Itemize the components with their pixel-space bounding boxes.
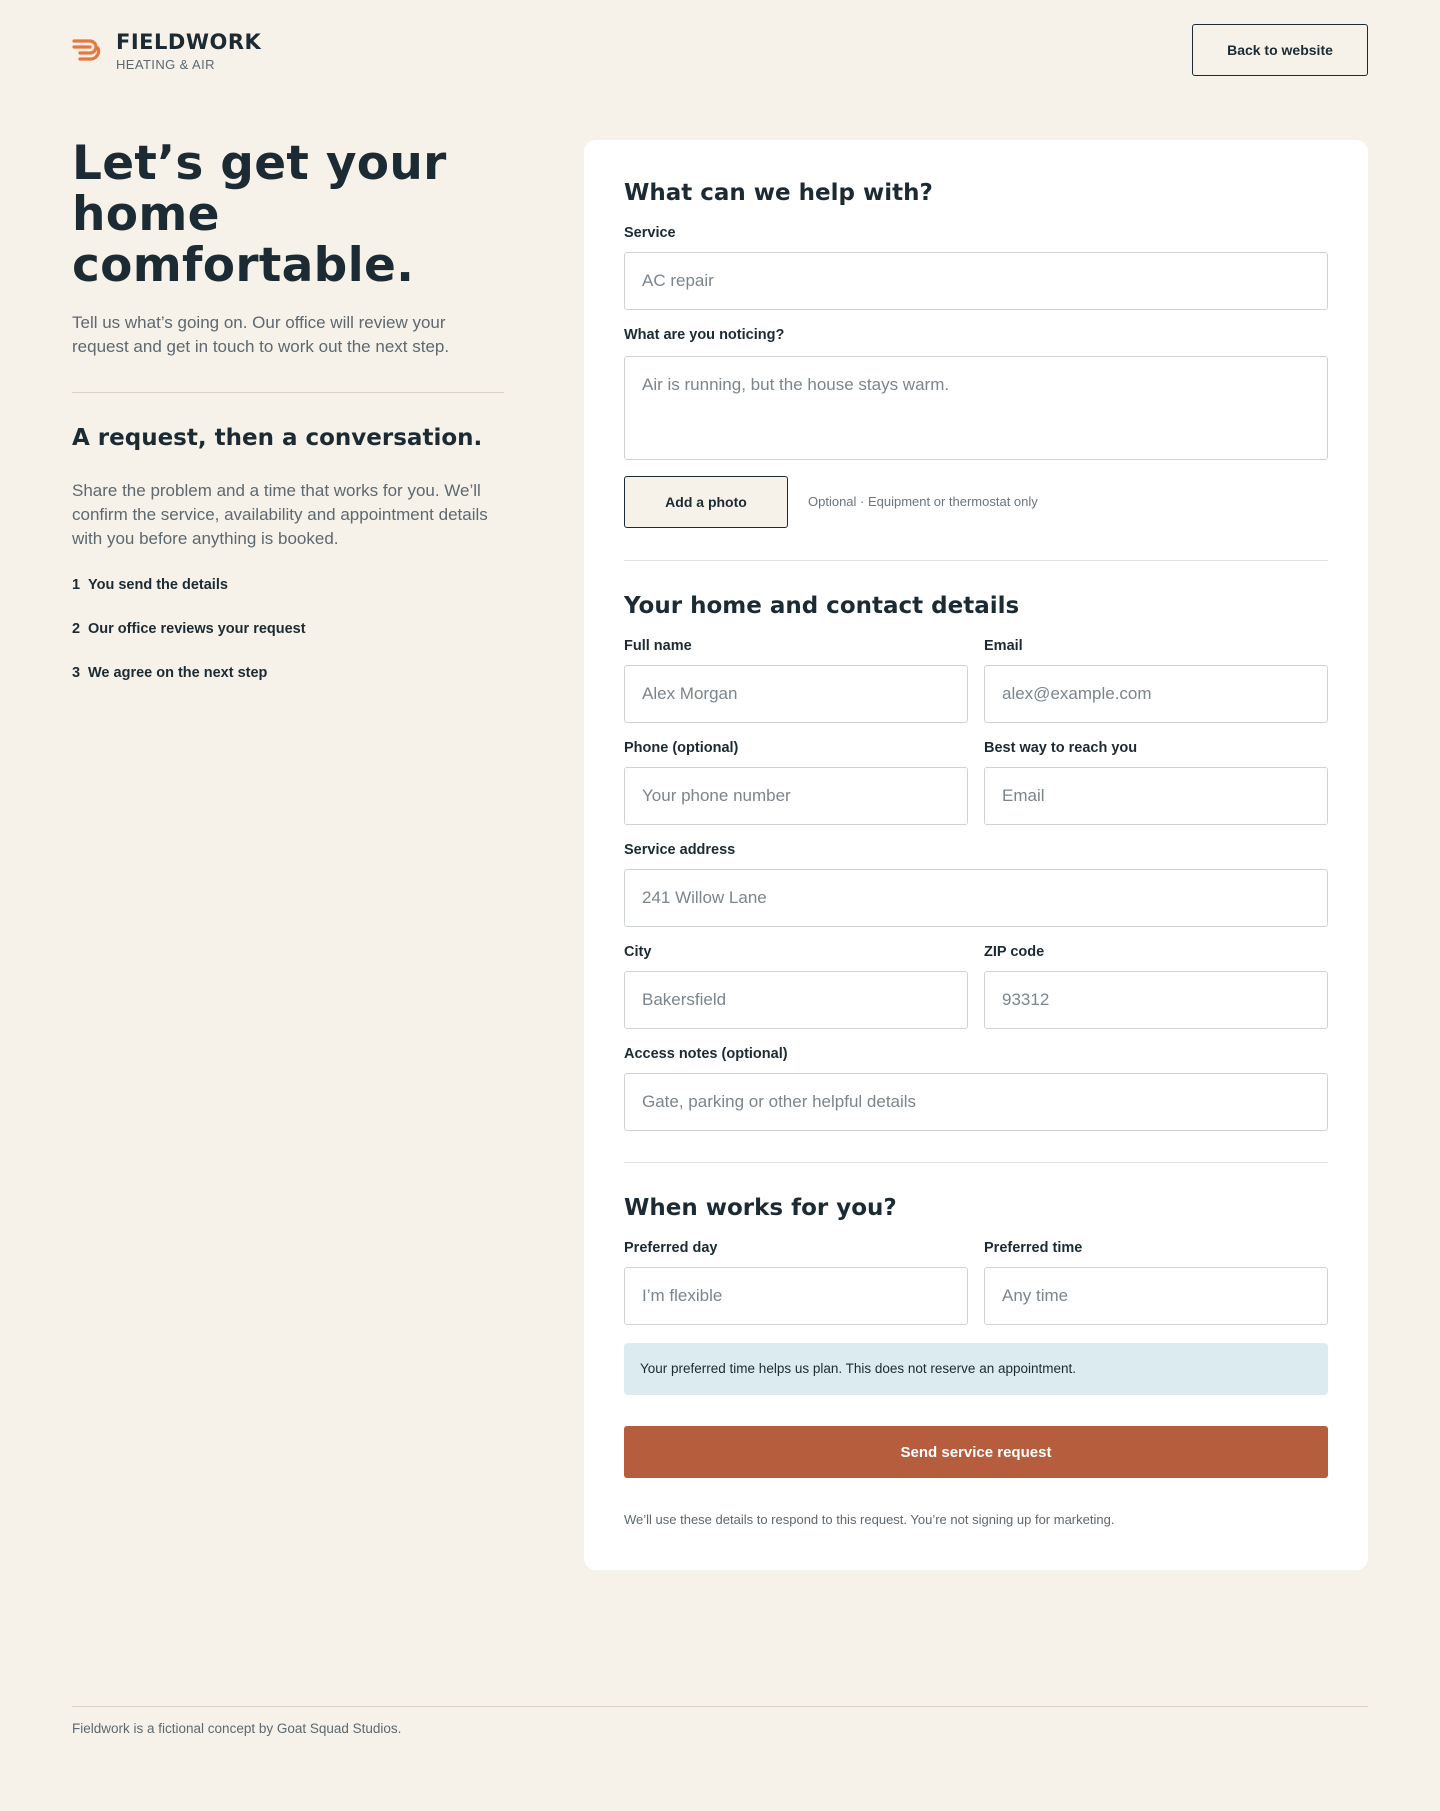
step-number: 3 <box>72 665 81 681</box>
city-label: City <box>624 944 652 960</box>
intro-column <box>72 138 504 709</box>
brand-name: FIELDWORK <box>116 30 262 54</box>
section-divider <box>624 1162 1328 1163</box>
brand-subtitle: HEATING & AIR <box>116 57 215 72</box>
full-name-label: Full name <box>624 638 692 654</box>
footer-text: Fieldwork is a fictional concept by Goat Squad Studios. <box>72 1721 402 1736</box>
timing-heading: When works for you? <box>624 1195 897 1221</box>
photo-note: Optional · Equipment or thermostat only <box>808 494 1038 509</box>
full-name-field[interactable] <box>624 665 968 723</box>
address-field[interactable] <box>624 869 1328 927</box>
page-title: Let’s get your home comfortable. <box>72 136 447 293</box>
steps-list <box>72 577 504 685</box>
preferred-time-label: Preferred time <box>984 1240 1083 1256</box>
contact-method-label: Best way to reach you <box>984 740 1138 756</box>
process-heading: A request, then a conversation. <box>72 425 483 451</box>
zip-label: ZIP code <box>984 944 1045 960</box>
step-number: 1 <box>72 577 81 593</box>
service-label: Service <box>624 225 676 241</box>
section-divider <box>624 560 1328 561</box>
noticing-label: What are you noticing? <box>624 327 785 343</box>
add-photo-button[interactable]: Add a photo <box>624 476 788 528</box>
back-to-website-button[interactable]: Back to website <box>1192 24 1368 76</box>
step-number: 2 <box>72 621 81 637</box>
contact-heading: Your home and contact details <box>624 593 1020 619</box>
phone-label: Phone (optional) <box>624 740 739 756</box>
process-description: Share the problem and a time that works for you. We’ll confirm the service, availability and appointment details with you before anything is booked. <box>72 481 488 548</box>
access-notes-field[interactable] <box>624 1073 1328 1131</box>
access-notes-label: Access notes (optional) <box>624 1046 788 1062</box>
footer-divider <box>72 1706 1368 1707</box>
step-item <box>72 577 504 597</box>
zip-field[interactable] <box>984 971 1328 1029</box>
site-footer <box>72 1706 1368 1736</box>
scheduling-notice: Your preferred time helps us plan. This does not reserve an appointment. <box>624 1343 1328 1395</box>
privacy-note: We’ll use these details to respond to this request. You’re not signing up for marketing. <box>624 1512 1115 1527</box>
noticing-textarea[interactable] <box>624 356 1328 460</box>
step-item <box>72 621 504 641</box>
logo[interactable] <box>72 30 261 72</box>
step-label: We agree on the next step <box>88 665 268 681</box>
fieldwork-logo-icon <box>72 36 102 66</box>
preferred-day-label: Preferred day <box>624 1240 718 1256</box>
email-label: Email <box>984 638 1023 654</box>
page-subtitle: Tell us what’s going on. Our office will review your request and get in touch to work out the next step. <box>72 313 450 356</box>
step-label: Our office reviews your request <box>88 621 306 637</box>
service-field[interactable] <box>624 252 1328 310</box>
send-request-button[interactable]: Send service request <box>624 1426 1328 1478</box>
address-label: Service address <box>624 842 736 858</box>
service-request-form <box>584 140 1368 1570</box>
step-label: You send the details <box>88 577 228 593</box>
divider <box>72 392 504 393</box>
email-field[interactable] <box>984 665 1328 723</box>
city-field[interactable] <box>624 971 968 1029</box>
help-heading: What can we help with? <box>624 180 933 206</box>
phone-field[interactable] <box>624 767 968 825</box>
site-header <box>72 24 1368 78</box>
preferred-time-field[interactable] <box>984 1267 1328 1325</box>
step-item <box>72 665 504 685</box>
contact-method-field[interactable] <box>984 767 1328 825</box>
preferred-day-field[interactable] <box>624 1267 968 1325</box>
